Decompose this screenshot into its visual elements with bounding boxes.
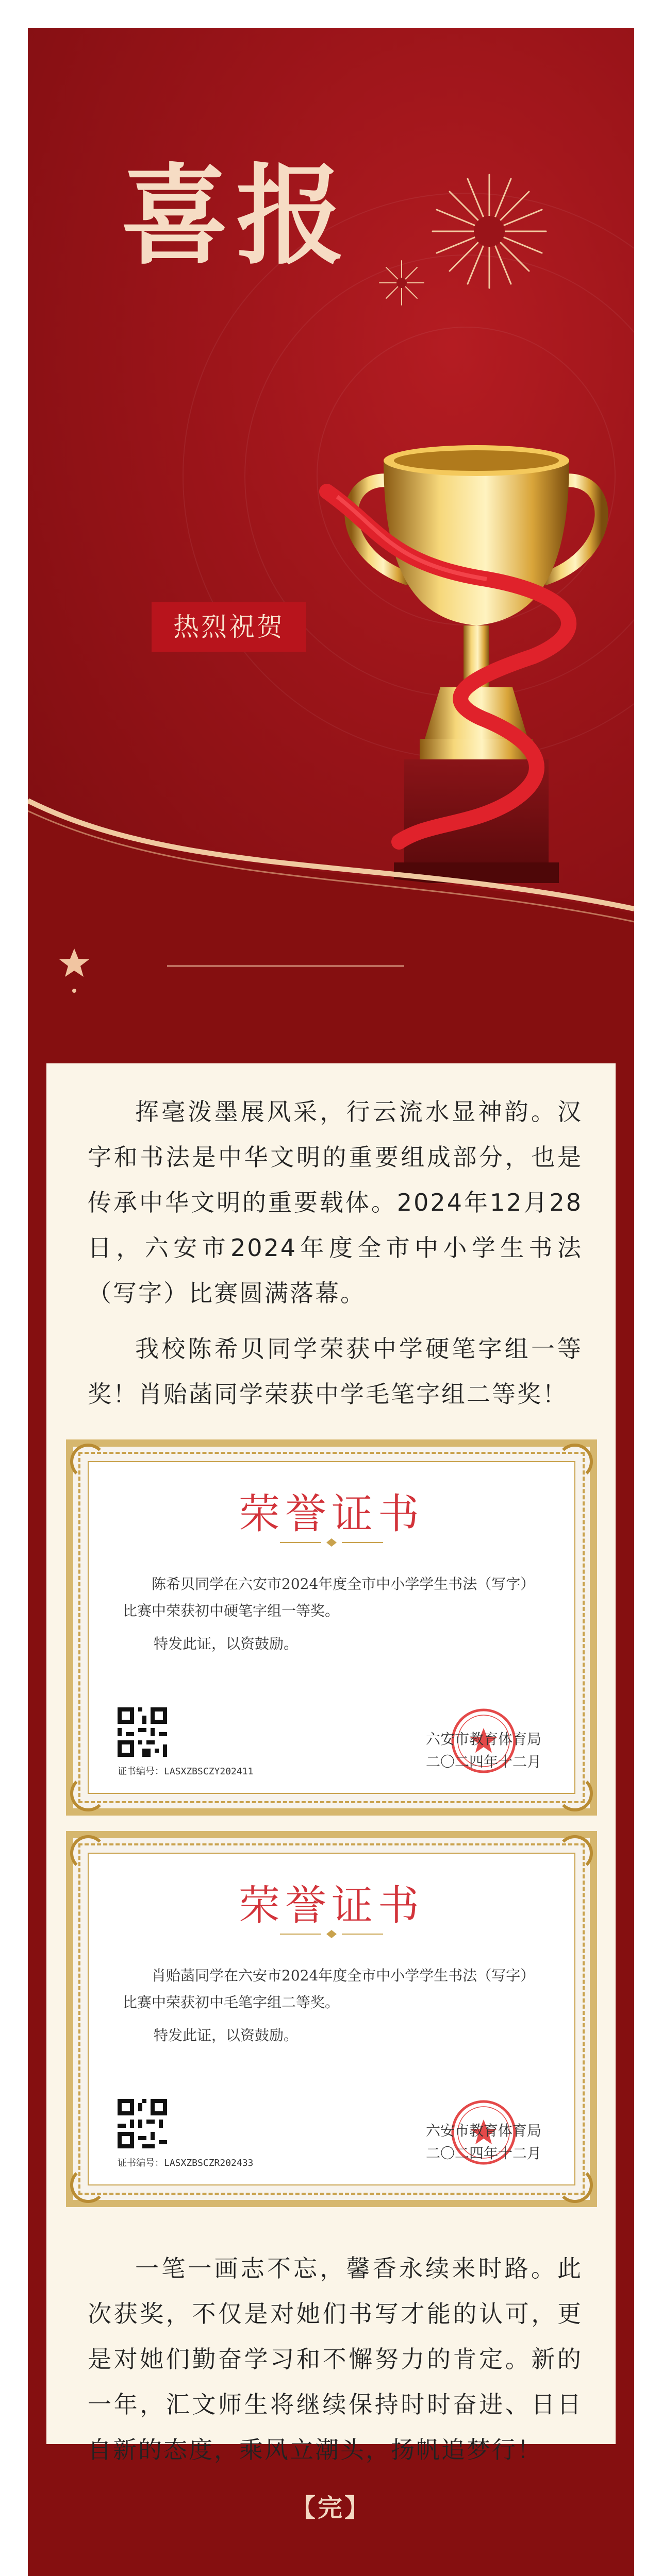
congrats-tag: 热烈祝贺 [152,602,306,652]
article-paragraph: 我校陈希贝同学荣获中学硬笔字组一等奖！肖贻菡同学荣获中学毛笔字组二等奖！ [88,1335,583,1408]
cert-number: 证书编号：LASXZBSCZR202433 [118,2158,254,2168]
small-firework-icon [378,260,425,306]
qr-code-icon [118,2099,167,2148]
dot-decor [72,989,76,993]
corner-ornament [70,1444,106,1480]
corner-ornament [70,1835,106,1871]
ornament-icon [280,1537,383,1548]
article-paragraph: 一笔一画志不忘，馨香永续来时路。此次获奖，不仅是对她们书写才能的认可，更是对她们勤奋学习和不懈努力的肯定。新的一年，汇文师生将继续保持时时奋进、日日自新的态度，乘风立潮头，扬帆追梦行！ [88,2255,583,2464]
corner-ornament [557,1835,593,1871]
cert-title: 荣誉证书 [239,1882,424,1929]
cert-note: 特发此证，以资鼓励。 [154,2027,299,2044]
cert-number: 证书编号：LASXZBSCZY202411 [118,1766,254,1777]
cert-issuer [417,2120,551,2165]
issuer-name: 六安市教育体育局 [425,2122,541,2139]
corner-ornament [557,1775,593,1811]
cert-issuer [417,1728,551,1773]
corner-ornament [70,1775,106,1811]
cert-note: 特发此证，以资鼓励。 [154,1635,299,1652]
star-icon [59,947,90,978]
issuer-name: 六安市教育体育局 [425,1731,541,1748]
divider-line [167,965,404,967]
corner-ornament [70,2167,106,2203]
credit-name [322,2573,388,2576]
firework-icon [430,172,549,291]
poster-page [28,28,634,2576]
credits-list [255,2573,512,2576]
credit-row [255,2573,512,2576]
qr-code-icon [118,1707,167,1757]
hero-title: 喜报 [121,152,352,279]
cert-body: 肖贻菡同学在六安市2024年度全市中小学学生书法（写字）比赛中荣获初中毛笔字组二等奖。 [123,1967,535,2011]
issue-date: 二〇二四年十二月 [425,2145,541,2162]
certificate-image [66,1439,597,1816]
article-paragraph: 挥毫泼墨展风采，行云流水显神韵。汉字和书法是中华文明的重要组成部分，也是传承中华文明的重要载体。2024年12月28日，六安市2024年度全市中小学生书法（写字）比赛圆满落幕。 [88,1098,583,1307]
hero-banner [28,28,634,940]
ornament-icon [280,1929,383,1939]
end-mark: 【完】 [290,2494,371,2522]
star-divider [59,942,451,1004]
certificate-image [66,1831,597,2207]
issue-date: 二〇二四年十二月 [425,1753,541,1770]
cert-body: 陈希贝同学在六安市2024年度全市中小学学生书法（写字）比赛中荣获初中硬笔字组一等奖。 [123,1575,535,1619]
credit-label [255,2573,322,2576]
gold-wave [28,780,634,940]
article-card [46,1063,616,2464]
cert-title: 荣誉证书 [239,1490,424,1538]
corner-ornament [557,2167,593,2203]
corner-ornament [557,1444,593,1480]
